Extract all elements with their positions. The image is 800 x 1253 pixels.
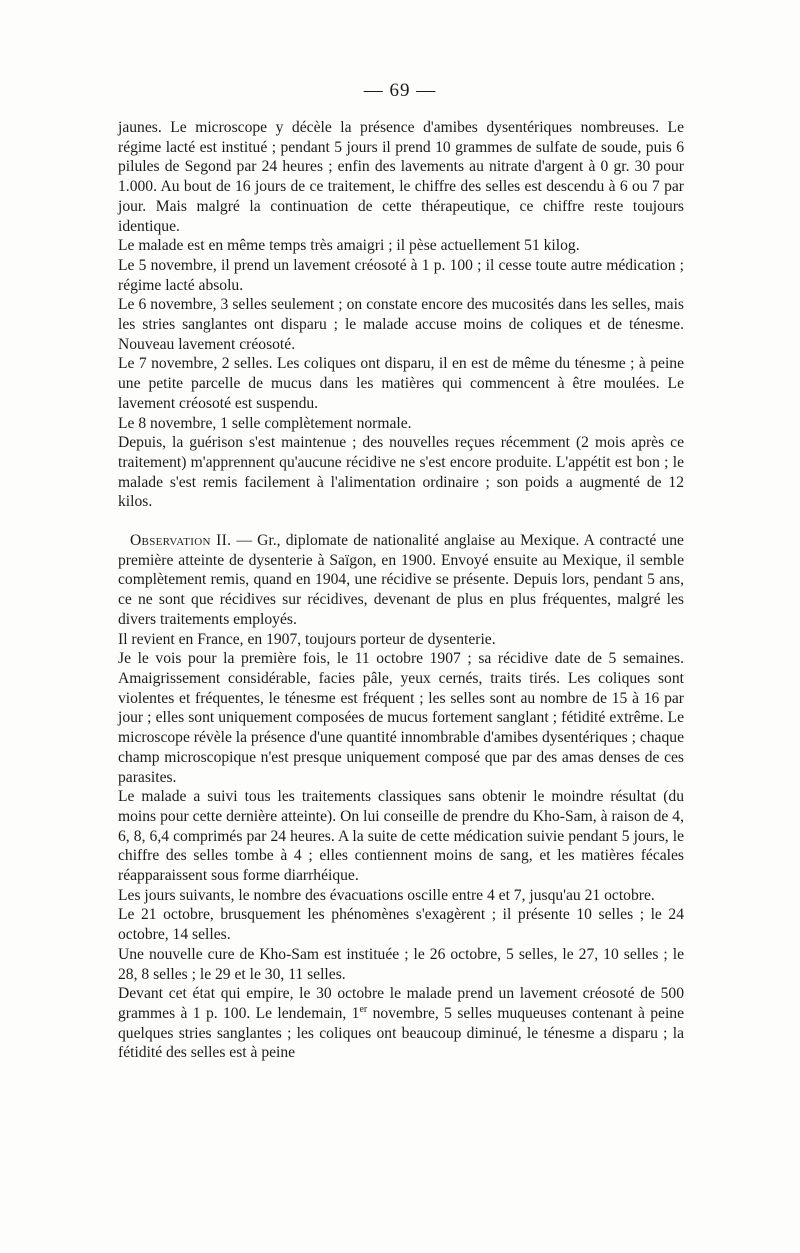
last-text-before: Devant cet état qui empire, le 30 octobre le malade prend un lavement créosoté de 500 grammes à 1 p. 100. Le lendemain, 1 <box>118 985 684 1022</box>
paragraph: Le malade a suivi tous les traitements classiques sans obtenir le moindre résultat (du moins pour cette dernière atteinte). On lui conseille de prendre du Kho-Sam, à raison de 4, 6, 8, 6,4 comprimés par 24 heures. A la suite de cette médication suivie pendant 5 jours, le chiffre des selles tombe à 4 ; elles contiennent moins de sang, et les matières fécales réapparaissent sous forme diarrhéique. <box>118 788 684 885</box>
observation-intro <box>118 531 684 630</box>
paragraph: Le 21 octobre, brusquement les phénomènes s'exagèrent ; il présente 10 selles ; le 24 octobre, 14 selles. <box>118 906 684 944</box>
page-number: — 69 — <box>363 80 437 101</box>
paragraph: Le 8 novembre, 1 selle complètement normale. <box>118 414 412 432</box>
paragraph-last <box>118 984 684 1063</box>
paragraph: Le malade est en même temps très amaigri ; il pèse actuellement 51 kilog. <box>118 237 580 255</box>
paragraph: Je le vois pour la première fois, le 11 octobre 1907 ; sa récidive date de 5 semaines. Amaigrissement considérable, facies pâle, yeux cernés, traits tirés. Les coliques sont violentes et fréquentes, le ténesme est fréquent ; les selles sont au nombre de 15 à 16 par jour ; elles sont uniquement composées de mucus fortement sanglant ; fétidité extrême. Le microscope révèle la présence d'une quantité innombrable d'amibes dysentériques ; chaque champ microscopique n'est presque uniquement composé que par des amas denses de ces parasites. <box>118 650 684 786</box>
body-text <box>118 118 684 1063</box>
paragraph: jaunes. Le microscope y décèle la présence d'amibes dysentériques nombreuses. Le régime lacté est institué ; pendant 5 jours il prend 10 grammes de sulfate de soude, puis 6 pilules de Segond par 24 heures ; enfin des lavements au nitrate d'argent à 0 gr. 30 pour 1.000. Au bout de 16 jours de ce traitement, le chiffre des selles est descendu à 6 ou 7 par jour. Mais malgré la continuation de cette thérapeutique, ce chiffre reste toujours identique. <box>118 119 684 235</box>
paragraph: Les jours suivants, le nombre des évacuations oscille entre 4 et 7, jusqu'au 21 octobre. <box>118 886 655 904</box>
ordinal-superscript: er <box>359 1003 368 1015</box>
observation-heading: Observation II. <box>130 532 232 550</box>
paragraph: Une nouvelle cure de Kho-Sam est instituée ; le 26 octobre, 5 selles, le 27, 10 selles ; le 28, 8 selles ; le 29 et le 30, 11 selles. <box>118 945 684 983</box>
paragraph: Le 6 novembre, 3 selles seulement ; on constate encore des mucosités dans les selles, mais les stries sanglantes ont disparu ; le malade accuse moins de coliques et de ténesme. Nouveau lavement créosoté. <box>118 296 684 353</box>
paragraph: Depuis, la guérison s'est maintenue ; des nouvelles reçues récemment (2 mois après ce traitement) m'apprennent qu'aucune récidive ne s'est encore produite. L'appétit est bon ; le malade s'est remis facilement à l'alimentation ordinaire ; son poids a augmenté de 12 kilos. <box>118 434 684 511</box>
paragraph: Le 5 novembre, il prend un lavement créosoté à 1 p. 100 ; il cesse toute autre médication ; régime lacté absolu. <box>118 256 684 294</box>
observation-intro-text: — Gr., diplomate de nationalité anglaise au Mexique. A contracté une première atteinte de dysenterie à Saïgon, en 1900. Envoyé ensuite au Mexique, il semble complètement remis, quand en 1904, une récidive se présente. Depuis lors, pendant 5 ans, ce ne sont que récidives sur récidives, devenant de plus en plus fréquentes, malgré les divers traitements employés. <box>118 532 684 628</box>
paragraph: Il revient en France, en 1907, toujours porteur de dysenterie. <box>118 630 496 648</box>
paragraph: Le 7 novembre, 2 selles. Les coliques ont disparu, il en est de même du ténesme ; à peine une petite parcelle de mucus dans les matières qui commencent à être moulées. Le lavement créosoté est suspendu. <box>118 355 684 412</box>
last-text-after: novembre, 5 selles muqueuses contenant à peine quelques stries sanglantes ; les coliques ont beaucoup diminué, le ténesme a disparu ; la fétidité des selles est à peine <box>118 1004 684 1062</box>
